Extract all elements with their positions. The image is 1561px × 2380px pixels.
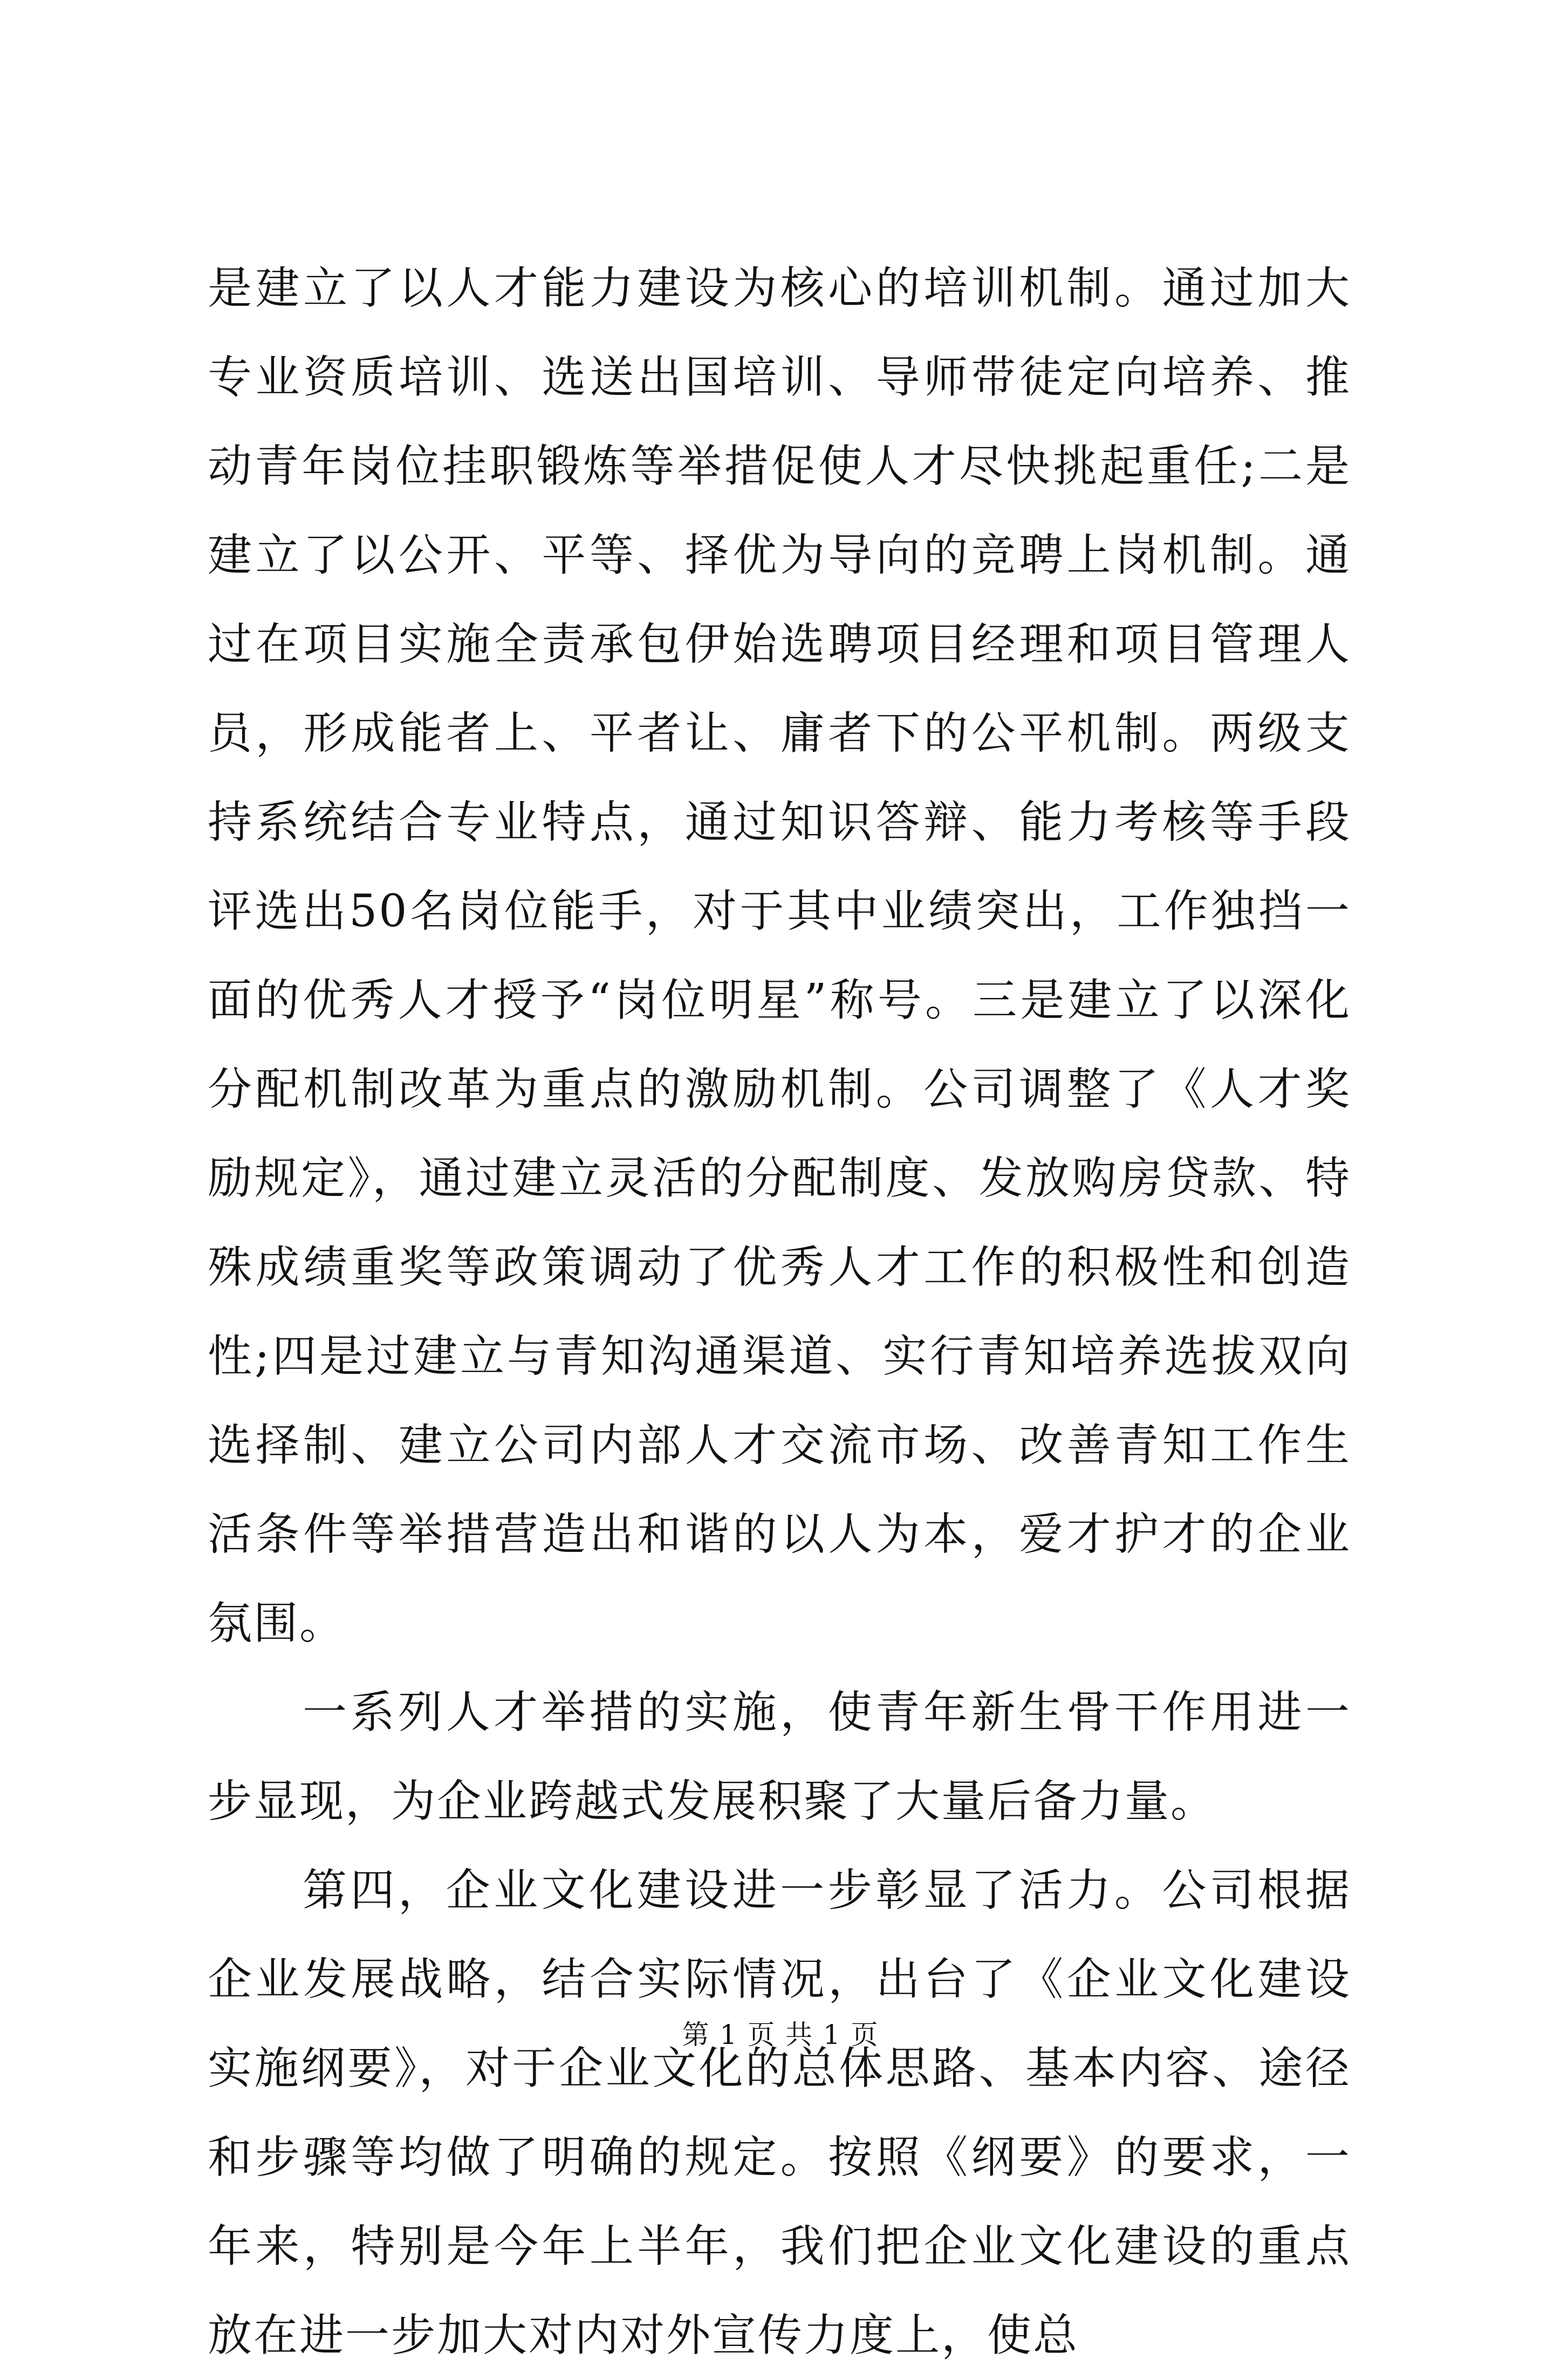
paragraph-3: 第四，企业文化建设进一步彰显了活力。公司根据企业发展战略，结合实际情况，出台了《企业文化建设实施纲要》，对于企业文化的总体思路、基本内容、途径和步骤等均做了明确的规定。按照《纲要》的要求，一年来，特别是今年上半年，我们把企业文化建设的重点放在进一步加大对内对外宣传力度上，使总 — [208, 1865, 1351, 2361]
paragraph-2: 一系列人才举措的实施，使青年新生骨干作用进一步显现，为企业跨越式发展积聚了大量后备力量。 — [208, 1687, 1351, 1827]
paragraph-1: 是建立了以人才能力建设为核心的培训机制。通过加大专业资质培训、选送出国培训、导师带徒定向培养、推动青年岗位挂职锻炼等举措促使人才尽快挑起重任;二是建立了以公开、平等、择优为导向的竞聘上岗机制。通过在项目实施全责承包伊始选聘项目经理和项目管理人员，形成能者上、平者让、庸者下的公平机制。两级支持系统结合专业特点，通过知识答辩、能力考核等手段评选出50名岗位能手，对于其中业绩突出，工作独挡一面的优秀人才授予“岗位明星”称号。三是建立了以深化分配机制改革为重点的激励机制。公司调整了《人才奖励规定》，通过建立灵活的分配制度、发放购房贷款、特殊成绩重奖等政策调动了优秀人才工作的积极性和创造性;四是过建立与青知沟通渠道、实行青知培养选拔双向选择制、建立公司内部人才交流市场、改善青知工作生活条件等举措营造出和谐的以人为本，爱才护才的企业氛围。 — [208, 263, 1351, 1649]
page-footer: 第 1 页 共 1 页 — [682, 2019, 879, 2050]
document-body — [208, 244, 1351, 2380]
